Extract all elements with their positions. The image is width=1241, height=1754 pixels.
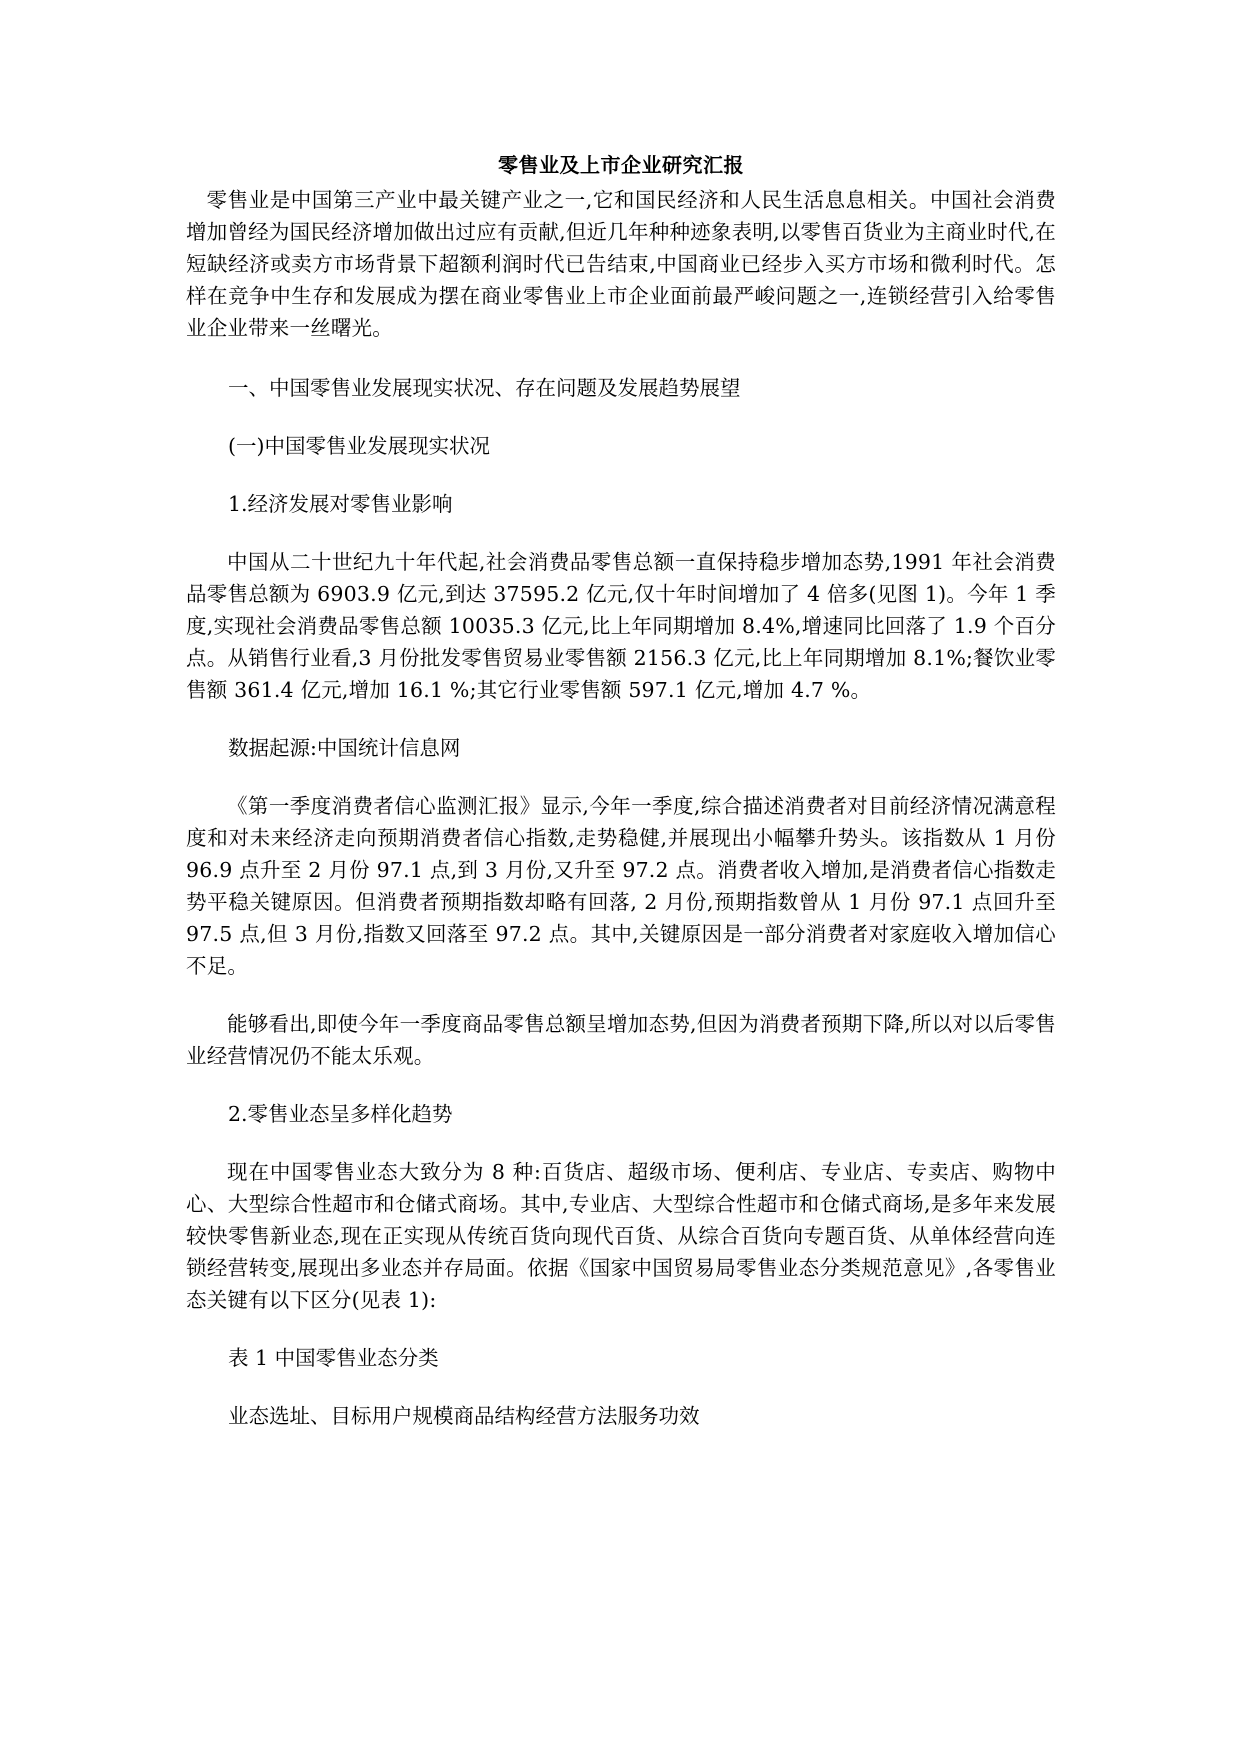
paragraph-consumer-confidence: 《第一季度消费者信心监测汇报》显示,今年一季度,综合描述消费者对目前经济情况满意程度和对未来经济走向预期消费者信心指数,走势稳健,并展现出小幅攀升势头。该指数从 1 月份 96.9 点升至 2 月份 97.1 点,到 3 月份,又升至 97.2 点。消费者收入增加,是消费者信心指数走势平稳关键原因。但消费者预期指数却略有回落, 2 月份,预期指数曾从 1 月份 97.1 点回升至 97.5 点,但 3 月份,指数又回落至 97.2 点。其中,关键原因是一部分消费者对家庭收入增加信心不足。: [186, 794, 1056, 978]
item-heading-2: 2.零售业态呈多样化趋势: [228, 1102, 453, 1126]
document-title: 零售业及上市企业研究汇报: [498, 153, 744, 177]
document-page: [186, 148, 1056, 1458]
table-header-row: 业态选址、目标用户规模商品结构经营方法服务功效: [228, 1404, 700, 1428]
subsection-heading-1: (一)中国零售业发展现实状况: [228, 434, 490, 458]
intro-paragraph: 零售业是中国第三产业中最关键产业之一,它和国民经济和人民生活息息相关。中国社会消费增加曾经为国民经济增加做出过应有贡献,但近几年种种迹象表明,以零售百货业为主商业时代,在短缺经济或卖方市场背景下超额利润时代已告结束,中国商业已经步入买方市场和微利时代。怎样在竞争中生存和发展成为摆在商业零售业上市企业面前最严峻问题之一,连锁经营引入给零售业企业带来一丝曙光。: [186, 188, 1056, 340]
item-heading-1: 1.经济发展对零售业影响: [228, 492, 453, 516]
paragraph-retail-sales: 中国从二十世纪九十年代起,社会消费品零售总额一直保持稳步增加态势,1991 年社会消费品零售总额为 6903.9 亿元,到达 37595.2 亿元,仅十年时间增加了 4 倍多(见图 1)。今年 1 季度,实现社会消费品零售总额 10035.3 亿元,比上年同期增加 8.4%,增速同比回落了 1.9 个百分点。从销售行业看,3 月份批发零售贸易业零售额 2156.3 亿元,比上年同期增加 8.1%;餐饮业零售额 361.4 亿元,增加 16.1 %;其它行业零售额 597.1 亿元,增加 4.7 %。: [186, 550, 1056, 702]
paragraph-outlook: 能够看出,即使今年一季度商品零售总额呈增加态势,但因为消费者预期下降,所以对以后零售业经营情况仍不能太乐观。: [186, 1012, 1056, 1068]
data-source-note: 数据起源:中国统计信息网: [228, 736, 461, 760]
section-heading-1: 一、中国零售业发展现实状况、存在问题及发展趋势展望: [228, 376, 741, 400]
table-caption: 表 1 中国零售业态分类: [228, 1346, 439, 1370]
paragraph-retail-formats: 现在中国零售业态大致分为 8 种:百货店、超级市场、便利店、专业店、专卖店、购物中心、大型综合性超市和仓储式商场。其中,专业店、大型综合性超市和仓储式商场,是多年来发展较快零售新业态,现在正实现从传统百货向现代百货、从综合百货向专题百货、从单体经营向连锁经营转变,展现出多业态并存局面。依据《国家中国贸易局零售业态分类规范意见》,各零售业态关键有以下区分(见表 1):: [186, 1160, 1056, 1312]
